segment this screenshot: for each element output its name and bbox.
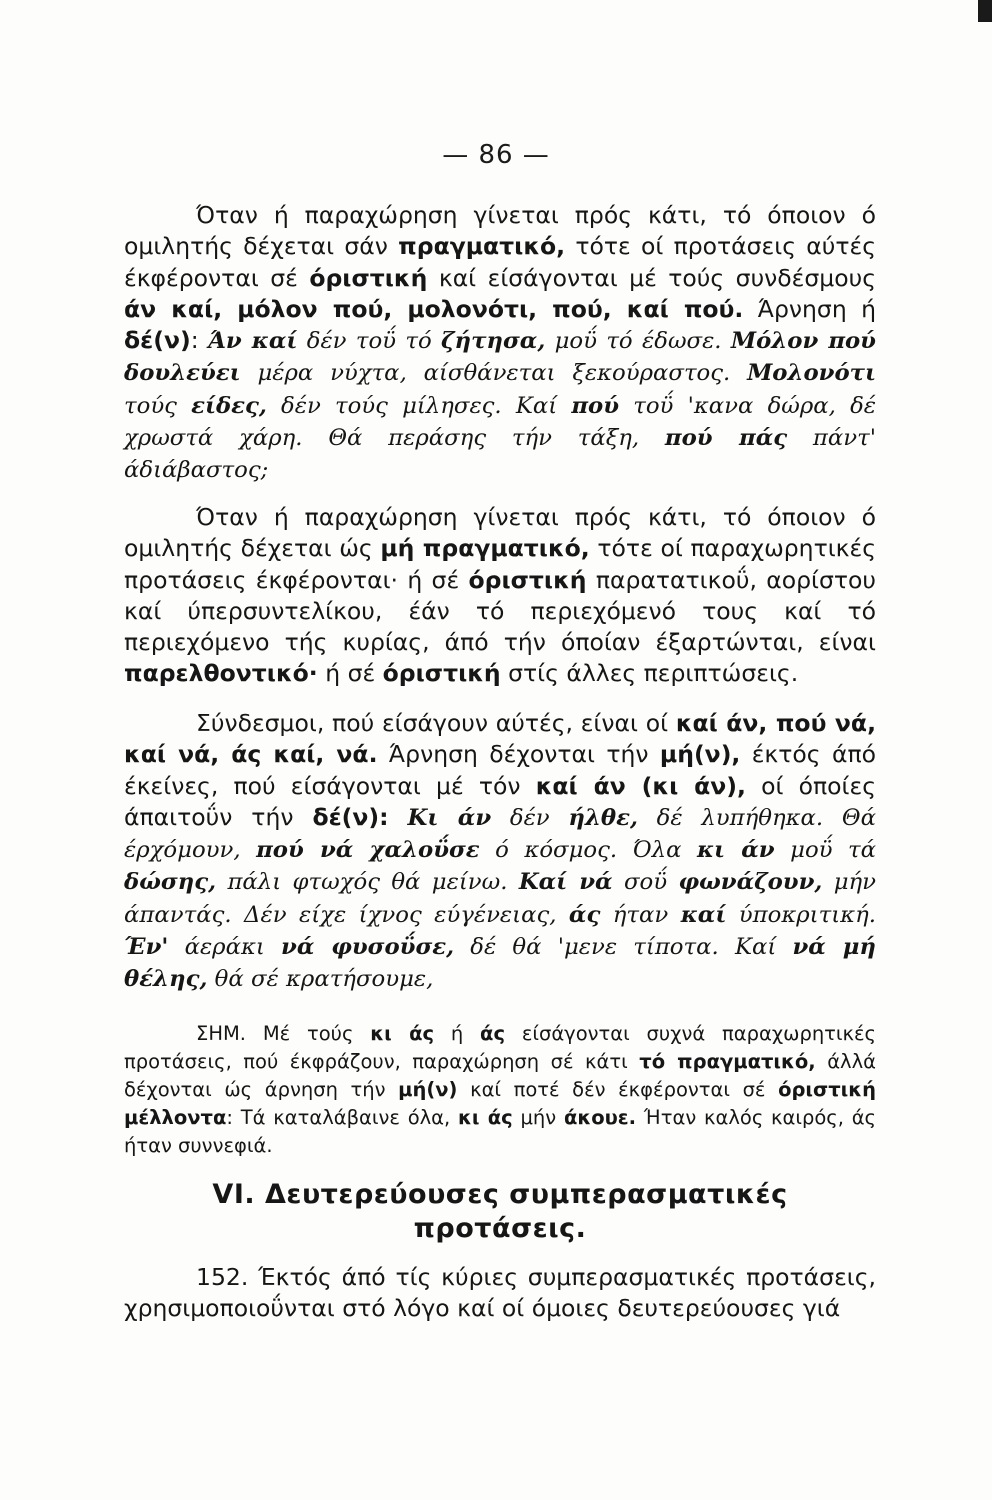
paragraph-unreal-concession: Όταν ή παραχώρηση γίνεται πρός κάτι, τό όποιον ό ομιλητής δέχεται ώς μή πραγματικό, τότε οί παραχωρητικές προτάσεις έκφέρονται· ή σέ όριστική παρατατικοΰ, αορίστου καί ύπερσυντελίκου, έάν τό περιεχόμενό τους καί τό περιεχόμενο τής κυρίας, άπό τήν όποίαν έξαρτώνται, είναι παρελθοντικό· ή σέ όριστική στίς άλλες περιπτώσεις. [124,503,877,688]
example-emphasis: νά μή θέλης, [124,934,876,993]
example-emphasis: δώσης, [124,869,217,896]
bold-term: δέ(ν) [124,326,191,355]
page-number: — 86 — [442,140,550,170]
bold-term: άς [480,1022,506,1045]
example-text: σοΰ [612,869,679,896]
example-emphasis: φωνάζουν, [678,869,823,896]
example-emphasis: Μολονότι [747,360,876,387]
section-heading-line2: προτάσεις. [413,1213,587,1244]
example-emphasis: Άν καί [208,328,298,355]
example-text: τοΰ 'κανα δώρα, δέ χρωστά χάρη. Θά περάσης τήν τάξη, [124,392,877,452]
example-emphasis: είδες, [191,392,267,419]
bold-term: τό πραγματικό, [639,1050,816,1073]
paragraph-real-concession: Όταν ή παραχώρηση γίνεται πρός κάτι, τό όποιον ό ομιλητής δέχεται σάν πραγματικό, τότε οί προτάσεις αύτές έκφέρονται σέ όριστική καί είσάγονται μέ τούς συνδέσμους άν καί, μόλον πού, μολονότι, πού, καί πού. Άρνηση ή δέ(ν): Άν καί δέν τοΰ τό ζήτησα, μοΰ τό έδωσε. Μόλον πού δουλεύει μέρα νύχτα, αίσθάνεται ξεκούραστος. Μολονότι τούς είδες, δέν τούς μίλησες. Καί πού τοΰ 'κανα δώρα, δέ χρωστά χάρη. Θά περάσης τήν τάξη, πού πάς πάντ' άδιάβαστος; [124,201,877,484]
bold-term: καί άν, πού νά, καί νά, άς καί, νά. [124,709,876,769]
paragraph-152: 152. Έκτός άπό τίς κύριες συμπερασματικές προτάσεις, χρησιμοποιοΰνται στό λόγο καί οί όμοιες δευτερεύουσες γιά [124,1263,876,1323]
bold-term: όριστική μέλλοντα [124,1078,876,1129]
bold-term: όριστική [468,565,587,594]
example-text: ό κόσμος. Όλα [479,837,697,864]
bold-term: καί άν (κι άν), [535,771,746,800]
example-emphasis: πού νά χαλοΰσε [256,837,480,864]
bold-term: κι άς [457,1106,513,1129]
example-text: θά σέ κρατήσουμε, [207,966,434,993]
scan-corner-mark [978,0,992,22]
example-emphasis: Κι άν [407,804,492,831]
section-heading-line1: VI. Δευτερεύουσες συμπερασματικές [212,1179,788,1210]
example-emphasis: πού πάς [664,425,788,452]
bold-term: μή(ν) [398,1078,458,1101]
example-emphasis: ζήτησα, [441,328,546,355]
example-emphasis: Καί νά [518,869,613,896]
bold-term: δέ(ν): [312,802,389,831]
example-emphasis: Μόλον πού δουλεύει [124,328,876,387]
bold-term: κι άς [370,1022,435,1045]
example-text: μοΰ τό έδωσε. [545,328,731,355]
example-text: ύποκριτική. [726,901,876,928]
bold-term: παρελθοντικό· [124,659,318,688]
example-text: τούς [124,392,192,419]
example-text: πάλι φτωχός θά μείνω. [216,869,519,896]
example-text: μοΰ τά [774,837,876,864]
bold-term: μή πραγματικό, [380,534,590,563]
example-text: άεράκι [168,934,282,961]
example-text: μήν άπαντάς. Δέν είχε ίχνος εύγένειας, [124,869,877,928]
paragraph-conjunctions: Σύνδεσμοι, πού είσάγουν αύτές, είναι οί καί άν, πού νά, καί νά, άς καί, νά. Άρνηση δέχονται τήν μή(ν), έκτός άπό έκείνες, πού είσάγονται μέ τόν καί άν (κι άν), οί όποίες άπαιτοΰν τήν δέ(ν): Κι άν δέν ήλθε, δέ λυπήθηκα. Θά έρχόμουν, πού νά χαλοΰσε ό κόσμος. Όλα κι άν μοΰ τά δώσης, πάλι φτωχός θά μείνω. Καί νά σοΰ φωνάζουν, μήν άπαντάς. Δέν είχε ίχνος εύγένειας, άς ήταν καί ύποκριτική. Έν' άεράκι νά φυσοΰσε, δέ θά 'μενε τίποτα. Καί νά μή θέλης, θά σέ κρατήσουμε, [124,709,877,993]
example-emphasis: νά φυσοΰσε, [281,934,455,961]
example-emphasis: πού [571,392,620,419]
bold-term: πραγματικό, [398,232,566,261]
bold-term: μή(ν), [659,740,741,769]
bold-term: όριστική [382,659,501,688]
example-text: μέρα νύχτα, αίσθάνεται ξεκούραστος. [240,360,748,387]
bold-term: όριστική [309,263,428,292]
example-emphasis: κι άν [696,837,775,864]
example-text: δέν τοΰ τό [297,328,442,355]
example-emphasis: Έν' [124,934,169,961]
example-text: ήταν [600,901,681,928]
example-text: δέν τούς μίλησες. Καί [266,392,572,419]
example-text: δέν [491,804,569,831]
bold-term: άν καί, μόλον πού, μολονότι, πού, καί πού. [124,294,744,323]
section-heading [124,1178,876,1246]
bold-term: άκουε. [563,1106,637,1129]
example-emphasis: ήλθε, [568,804,638,831]
example-emphasis: άς [568,901,601,928]
example-text: δέ λυπήθηκα. Θά έρχόμουν, [124,804,876,864]
example-text: δέ θά 'μενε τίποτα. Καί [454,934,793,961]
note-block: ΣΗΜ. Μέ τούς κι άς ή άς είσάγονται συχνά παραχωρητικές προτάσεις, πού έκφράζουν, παραχώρηση σέ κάτι τό πραγματικό, άλλά δέχονται ώς άρνηση τήν μή(ν) καί ποτέ δέν έκφέρονται σέ όριστική μέλλοντα: Τά καταλάβαινε όλα, κι άς μήν άκουε. Ήταν καλός καιρός, άς ήταν συννεφιά. [124,1022,876,1157]
example-emphasis: καί [680,901,727,928]
example-text: πάντ' άδιάβαστος; [124,425,876,484]
